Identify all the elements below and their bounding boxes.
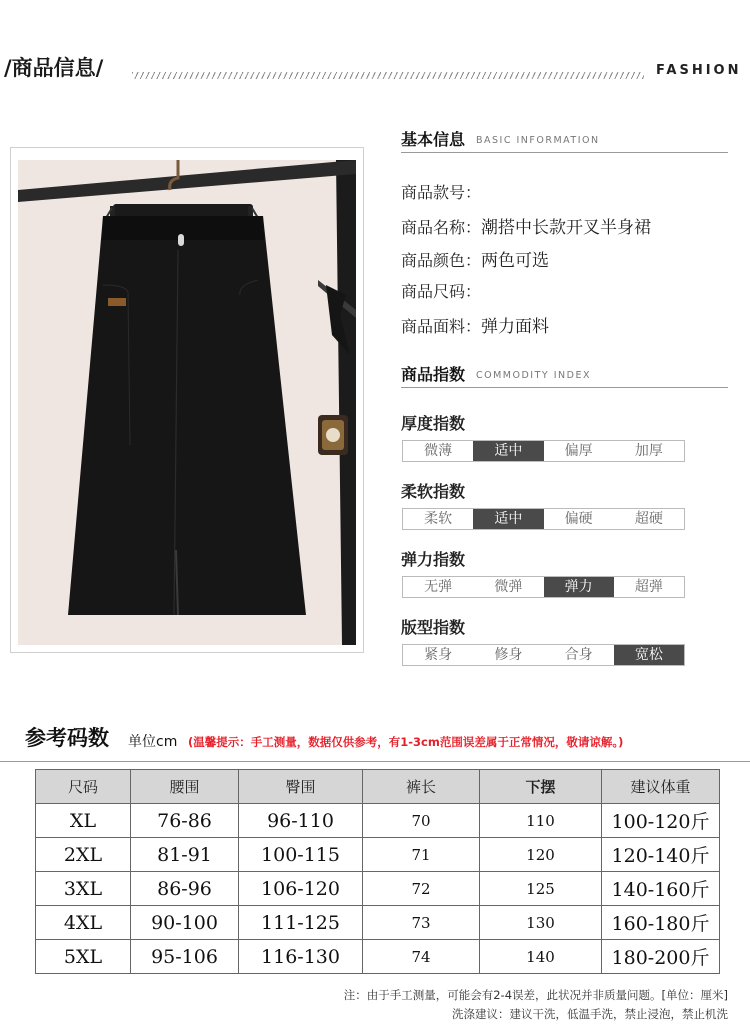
brand-label: FASHION: [656, 63, 742, 78]
info-row-name: 商品名称：潮搭中长款开叉半身裙: [401, 218, 652, 238]
index-option: 偏厚: [564, 443, 593, 459]
thickness-index-title: 厚度指数: [401, 414, 466, 433]
table-header-row: [36, 770, 720, 804]
elasticity-index-bar: [402, 576, 685, 598]
product-photo: [18, 160, 356, 645]
index-option: 微弹: [494, 579, 523, 595]
table-cell: 140-160斤: [602, 872, 720, 906]
table-cell: 3XL: [36, 872, 131, 906]
table-cell: 90-100: [131, 906, 239, 940]
index-option: 偏硬: [564, 511, 593, 527]
col-header-length: 裤长: [363, 770, 480, 804]
table-row: [36, 940, 720, 974]
table-row: [36, 872, 720, 906]
size-chart-rule: [0, 761, 750, 762]
table-cell: 96-110: [239, 804, 363, 838]
table-cell: 100-115: [239, 838, 363, 872]
index-option: 微薄: [424, 443, 453, 459]
table-cell: 106-120: [239, 872, 363, 906]
index-option-selected: 弹力: [544, 577, 614, 597]
table-cell: 180-200斤: [602, 940, 720, 974]
softness-index-title: 柔软指数: [401, 482, 466, 501]
size-chart-unit: 单位cm: [128, 734, 178, 750]
commodity-index-title: 商品指数: [401, 365, 466, 384]
table-cell: 81-91: [131, 838, 239, 872]
index-option-selected: 宽松: [614, 645, 684, 665]
index-option: 超弹: [634, 579, 663, 595]
table-cell: 116-130: [239, 940, 363, 974]
basic-info-title: 基本信息: [401, 130, 466, 149]
fit-index-bar: [402, 644, 685, 666]
table-cell: 5XL: [36, 940, 131, 974]
table-cell: 130: [480, 906, 602, 940]
info-row-code: 商品款号：: [401, 183, 482, 202]
index-option: 柔软: [424, 511, 453, 527]
table-cell: 86-96: [131, 872, 239, 906]
table-cell: 72: [363, 872, 480, 906]
col-header-hip: 臀围: [239, 770, 363, 804]
table-cell: 76-86: [131, 804, 239, 838]
info-row-color: 商品颜色：两色可选: [401, 251, 550, 271]
index-option: 修身: [494, 647, 523, 663]
table-row: [36, 804, 720, 838]
table-cell: 111-125: [239, 906, 363, 940]
size-table: [35, 769, 720, 974]
table-cell: XL: [36, 804, 131, 838]
index-option: 超硬: [634, 511, 663, 527]
index-option: 加厚: [634, 443, 663, 459]
index-option: 合身: [564, 647, 593, 663]
section-rule: [401, 152, 728, 153]
size-chart-title: 参考码数: [25, 726, 109, 750]
col-header-waist: 腰围: [131, 770, 239, 804]
table-row: [36, 906, 720, 940]
table-cell: 74: [363, 940, 480, 974]
header-divider: [132, 72, 644, 79]
page-title: /商品信息/: [4, 56, 104, 80]
elasticity-index-title: 弹力指数: [401, 550, 466, 569]
table-cell: 120: [480, 838, 602, 872]
basic-info-subtitle: BASIC INFORMATION: [476, 135, 600, 146]
table-cell: 95-106: [131, 940, 239, 974]
table-cell: 110: [480, 804, 602, 838]
softness-index-bar: [402, 508, 685, 530]
table-cell: 125: [480, 872, 602, 906]
commodity-index-subtitle: COMMODITY INDEX: [476, 370, 591, 381]
table-cell: 73: [363, 906, 480, 940]
index-option: 无弹: [424, 579, 453, 595]
fit-index-title: 版型指数: [401, 618, 466, 637]
table-cell: 100-120斤: [602, 804, 720, 838]
index-option-selected: 适中: [473, 441, 543, 461]
table-cell: 160-180斤: [602, 906, 720, 940]
info-row-size: 商品尺码：: [401, 282, 482, 301]
size-chart-note: (温馨提示：手工测量，数据仅供参考，有1-3cm范围误差属于正常情况，敬请谅解。): [188, 735, 624, 749]
measurement-footnote: 注：由于手工测量，可能会有2-4误差，此状况并非质量问题。[单位：厘米]: [343, 988, 728, 1002]
section-rule: [401, 387, 728, 388]
thickness-index-bar: [402, 440, 685, 462]
col-header-hem: 下摆: [480, 770, 602, 804]
col-header-size: 尺码: [36, 770, 131, 804]
info-row-fabric: 商品面料：弹力面料: [401, 317, 550, 337]
washing-instructions: 洗涤建议：建议干洗，低温手洗，禁止浸泡，禁止机洗: [452, 1007, 728, 1021]
index-option: 紧身: [424, 647, 453, 663]
table-cell: 71: [363, 838, 480, 872]
col-header-weight: 建议体重: [602, 770, 720, 804]
table-cell: 4XL: [36, 906, 131, 940]
table-cell: 2XL: [36, 838, 131, 872]
table-cell: 140: [480, 940, 602, 974]
table-row: [36, 838, 720, 872]
index-option-selected: 适中: [473, 509, 543, 529]
table-cell: 120-140斤: [602, 838, 720, 872]
table-cell: 70: [363, 804, 480, 838]
